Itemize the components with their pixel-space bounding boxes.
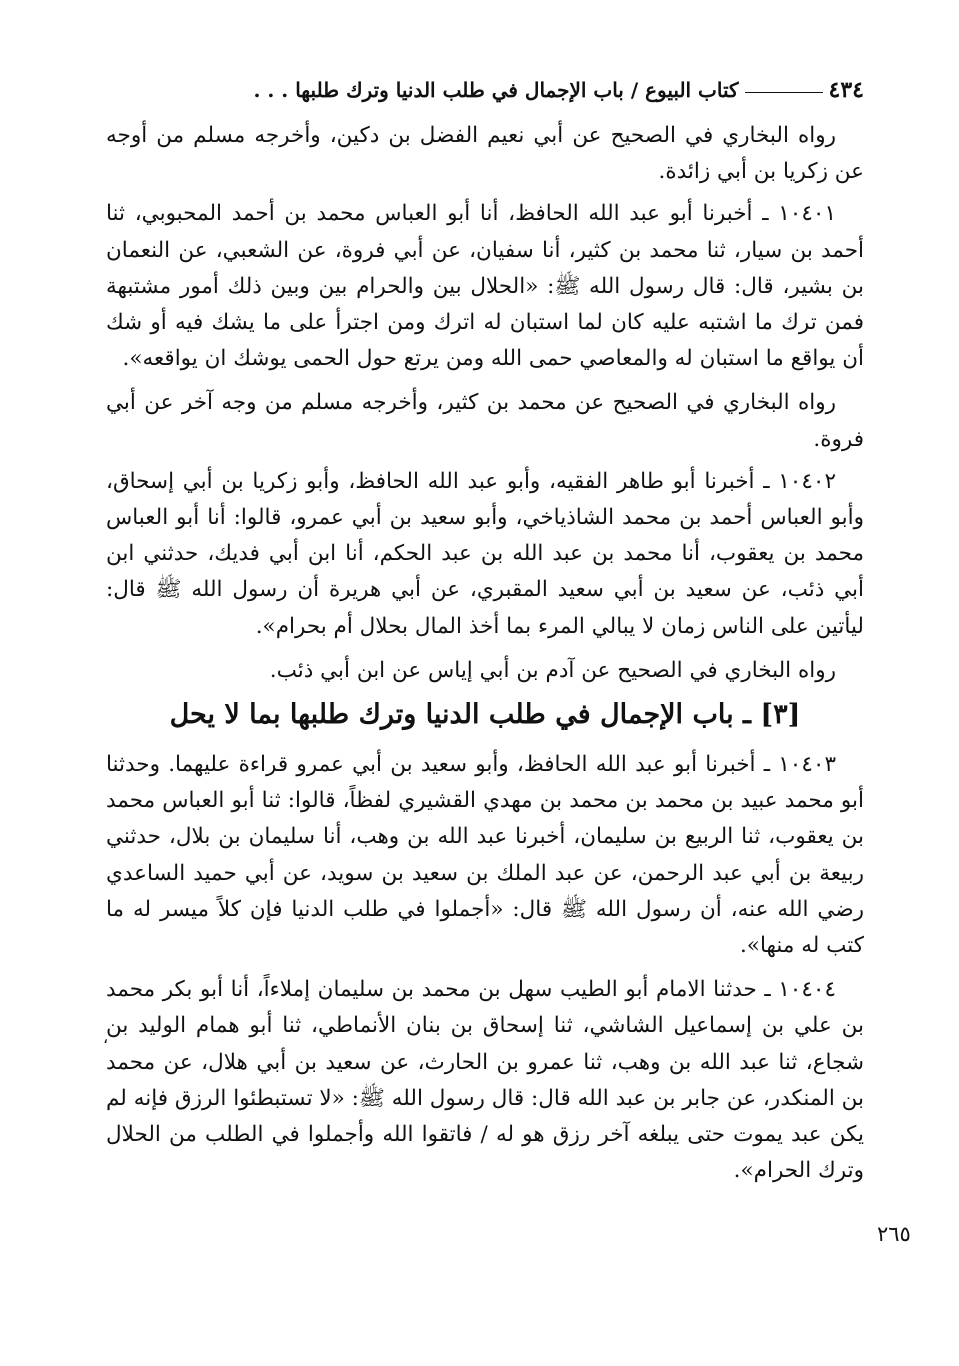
paragraph-narration-3: رواه البخاري في الصحيح عن آدم بن أبي إياس عن ابن أبي ذئب.	[269, 657, 836, 683]
margin-mark: ،	[103, 1028, 109, 1047]
running-header	[106, 70, 864, 110]
chapter-heading: [٣] ـ باب الإجمال في طلب الدنيا وترك طلبها بما لا يحل	[169, 699, 801, 731]
paragraph-narration-2: رواه البخاري في الصحيح عن محمد بن كثير، وأخرجه مسلم من وجه آخر عن أبي فروة.	[106, 390, 864, 452]
running-title: كتاب البيوع / باب الإجمال في طلب الدنيا وترك طلبها . . .	[253, 78, 739, 102]
page-number: ٤٣٤	[828, 77, 864, 103]
page-body	[106, 118, 864, 1197]
hadith-10402: ١٠٤٠٢ ـ أخبرنا أبو طاهر الفقيه، وأبو عبد الله الحافظ، وأبو زكريا بن أبي إسحاق، وأبو العباس أحمد بن محمد الشاذياخي، وأبو سعيد بن أبي عمرو، قالوا: أنا أبو العباس محمد بن يعقوب، أنا محمد بن عبد الله بن عبد الحكم، أنا ابن أبي فديك، حدثني ابن أبي ذئب، عن سعيد بن أبي سعيد المقبري، عن أبي هريرة أن رسول الله ﷺ قال: ليأتين على الناس زمان لا يبالي المرء بما أخذ المال بحلال أم بحرام».	[106, 468, 864, 639]
hadith-10404: ١٠٤٠٤ ـ حدثنا الامام أبو الطيب سهل بن محمد بن سليمان إملاءاً، أنا أبو بكر محمد بن علي بن إسماعيل الشاشي، ثنا إسحاق بن بنان الأنماطي، ثنا أبو همام الوليد بن شجاع، ثنا عبد الله بن وهب، ثنا عمرو بن الحارث، عن سعيد بن أبي هلال، عن محمد بن المنكدر، عن جابر بن عبد الله قال: قال رسول الله ﷺ: «لا تستبطئوا الرزق فإنه لم يكن عبد يموت حتى يبلغه آخر رزق هو له / فاتقوا الله وأجملوا في الطلب من الحلال وترك الحرام».	[106, 977, 864, 1184]
hadith-10403: ١٠٤٠٣ ـ أخبرنا أبو عبد الله الحافظ، وأبو سعيد بن أبي عمرو قراءة عليهما. وحدثنا أبو محمد عبيد بن محمد بن محمد بن مهدي القشيري لفظاً، قالوا: ثنا أبو العباس محمد بن يعقوب، ثنا الربيع بن سليمان، أخبرنا عبد الله بن وهب، أنا سليمان بن بلال، حدثني ربيعة بن أبي عبد الرحمن، عن عبد الملك بن سعيد بن سويد، عن أبي حميد الساعدي رضي الله عنه، أن رسول الله ﷺ قال: «أجملوا في طلب الدنيا فإن كلاً ميسر له ما كتب له منها».	[106, 752, 864, 959]
header-rule	[745, 92, 823, 93]
manuscript-folio-number: ٢٦٥	[877, 1222, 911, 1246]
paragraph-narration-1: رواه البخاري في الصحيح عن أبي نعيم الفضل بن دكين، وأخرجه مسلم من أوجه عن زكريا بن أبي زائدة.	[106, 123, 864, 185]
hadith-10401: ١٠٤٠١ ـ أخبرنا أبو عبد الله الحافظ، أنا أبو العباس محمد بن أحمد المحبوبي، ثنا أحمد بن سيار، ثنا محمد بن كثير، أنا سفيان، عن أبي فروة، عن الشعبي، عن النعمان بن بشير، قال: قال رسول الله ﷺ: «الحلال بين والحرام بين وبين ذلك أمور مشتبهة فمن ترك ما اشتبه عليه كان لما استبان له اترك ومن اجترأ على ما يشك فيه أو شك أن يواقع ما استبان له والمعاصي حمى الله ومن يرتع حول الحمى يوشك ان يواقعه».	[106, 201, 864, 372]
